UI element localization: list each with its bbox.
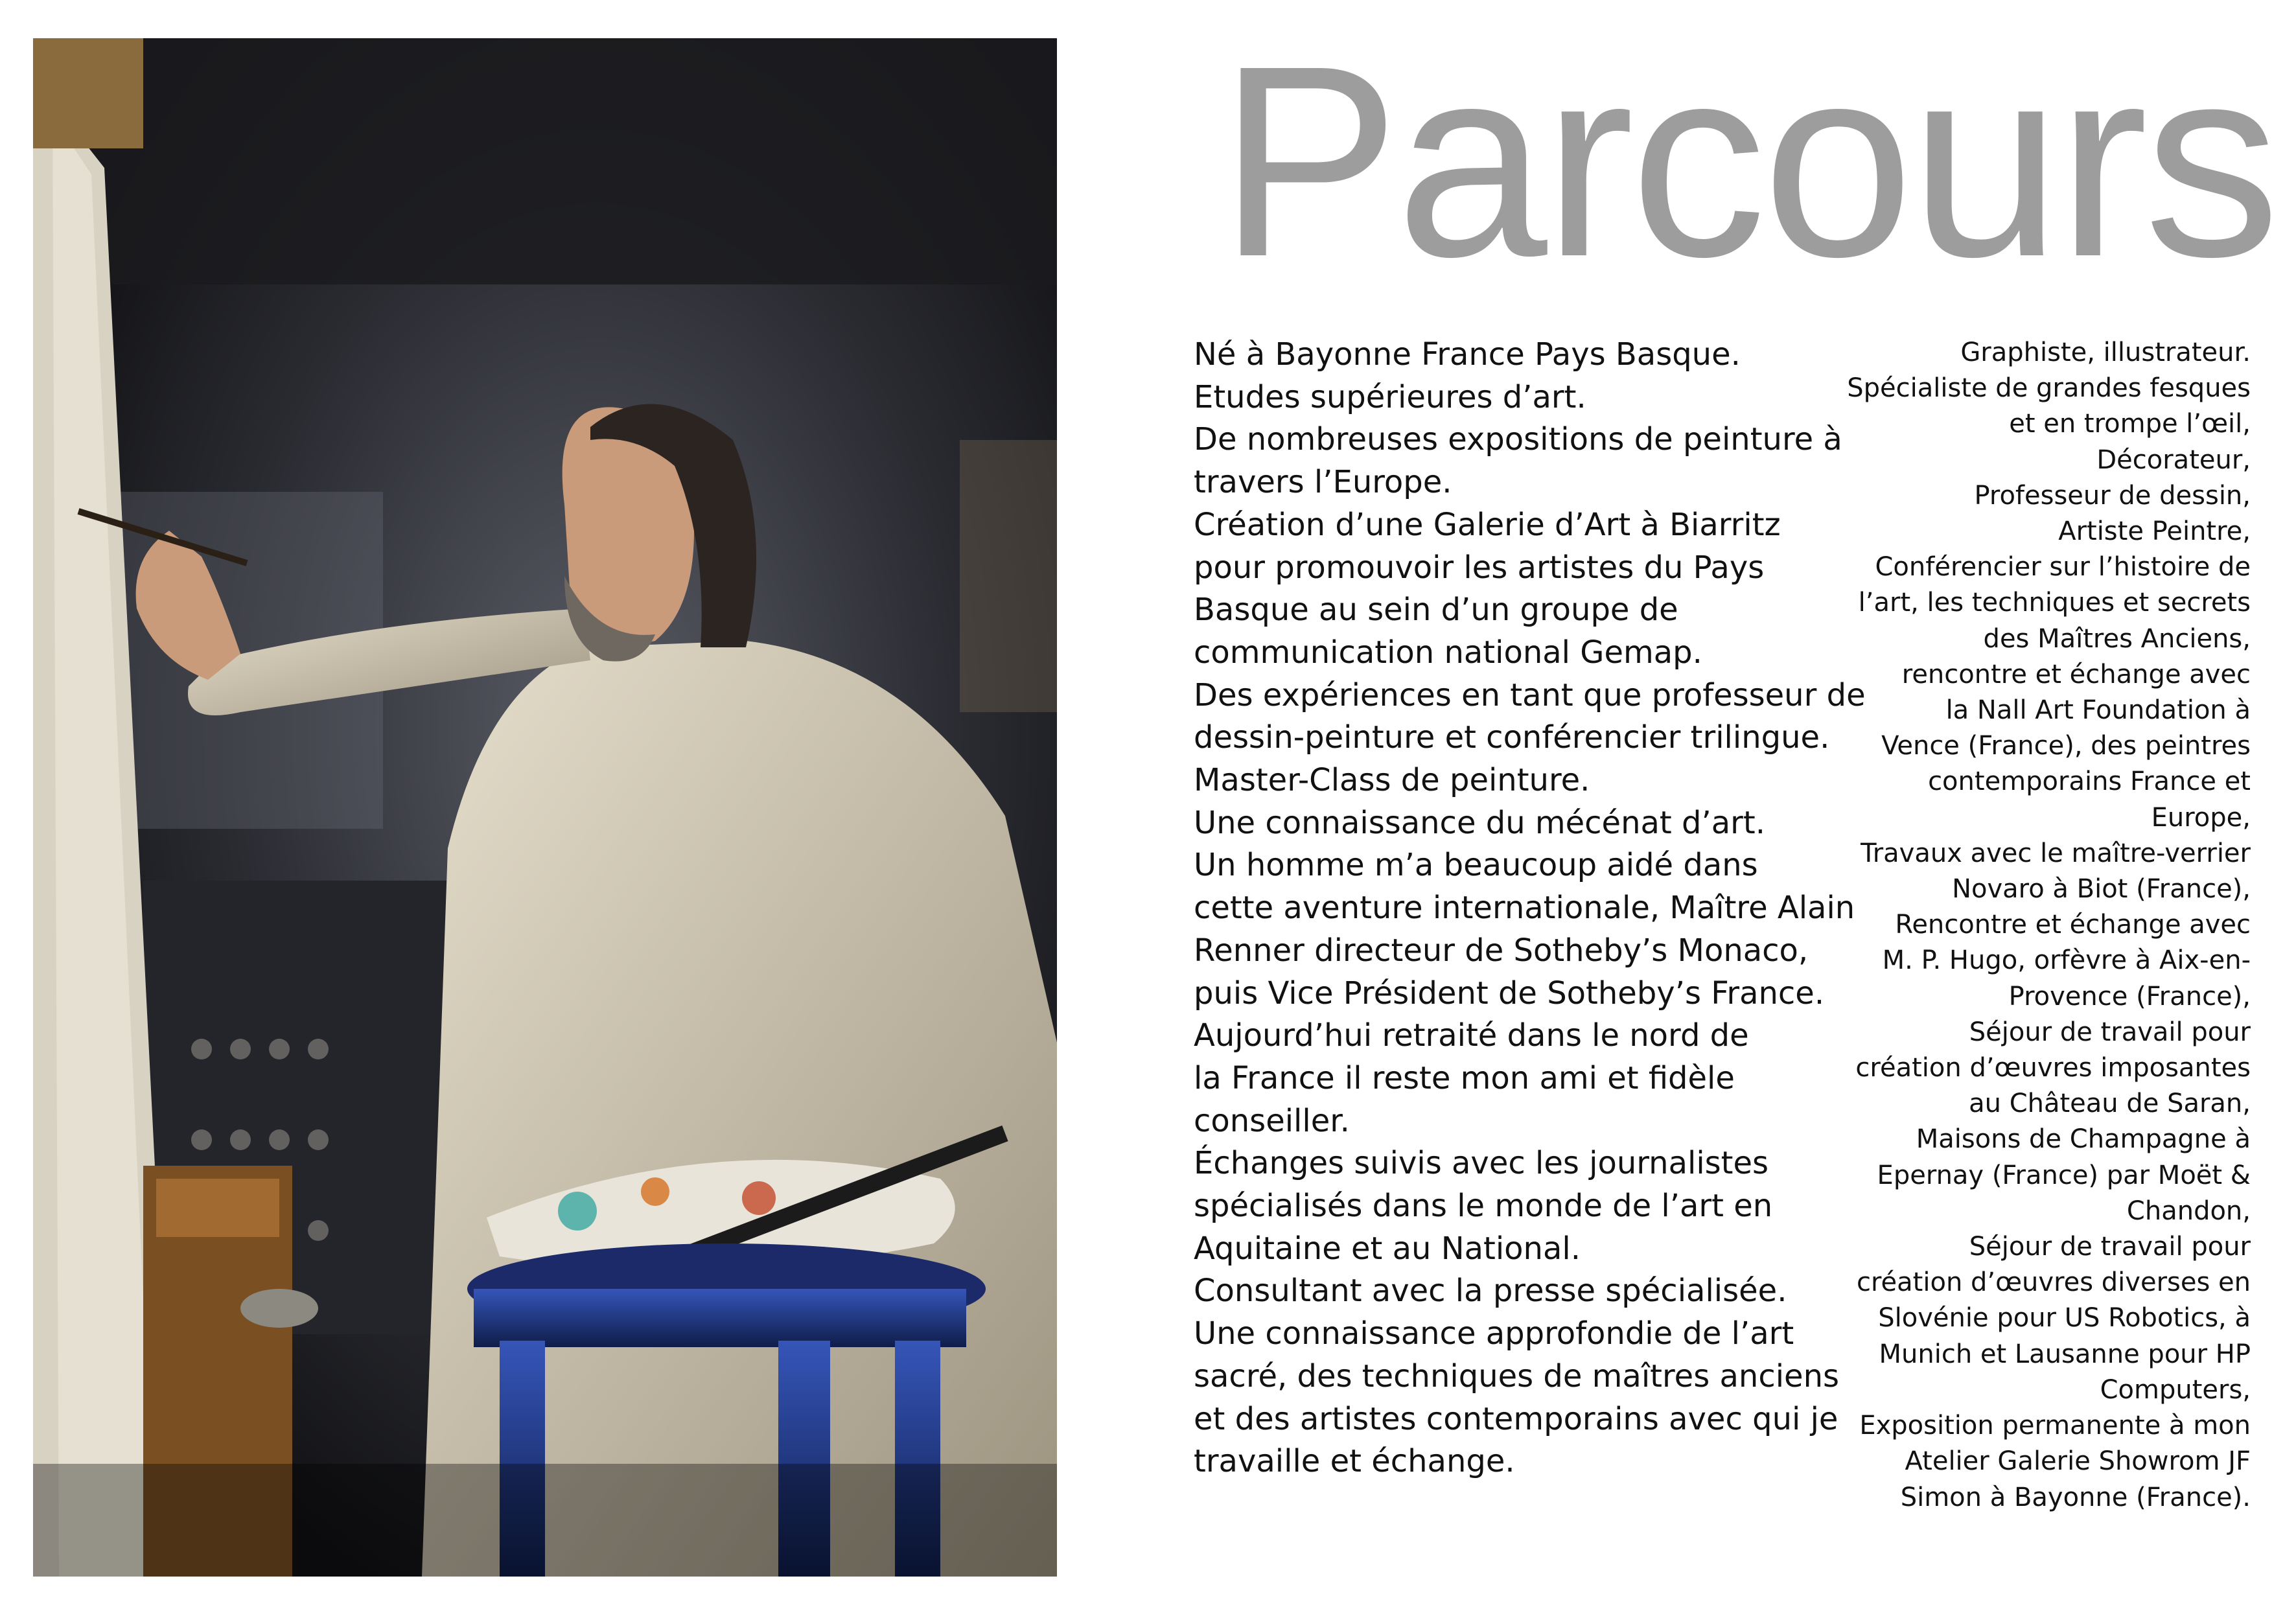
biography-line: Renner directeur de Sotheby’s Monaco, bbox=[1194, 932, 1809, 969]
career-line: Slovénie pour US Robotics, à bbox=[1878, 1303, 2251, 1334]
career-line: Séjour de travail pour bbox=[1969, 1232, 2251, 1262]
career-line: rencontre et échange avec bbox=[1901, 659, 2251, 689]
biography-text bbox=[1194, 334, 1866, 1483]
career-line: des Maîtres Anciens, bbox=[1983, 623, 2251, 654]
biography-line: conseiller. bbox=[1194, 1102, 1350, 1139]
career-line: Rencontre et échange avec bbox=[1895, 910, 2251, 940]
page-title: Parcours bbox=[1218, 10, 2277, 314]
career-line: Spécialiste de grandes fesques bbox=[1847, 373, 2251, 404]
career-line: Professeur de dessin, bbox=[1974, 480, 2251, 511]
career-line: l’art, les techniques et secrets bbox=[1858, 588, 2251, 618]
career-line: Europe, bbox=[2151, 802, 2251, 833]
painter-photo-icon bbox=[33, 38, 1057, 1577]
biography-line: Master-Class de peinture. bbox=[1194, 762, 1590, 799]
career-line: la Nall Art Foundation à bbox=[1945, 695, 2251, 726]
biography-line: pour promouvoir les artistes du Pays bbox=[1194, 549, 1765, 586]
career-line: Provence (France), bbox=[2008, 981, 2251, 1012]
biography-line: Consultant avec la presse spécialisée. bbox=[1194, 1273, 1787, 1310]
biography-line: Né à Bayonne France Pays Basque. bbox=[1194, 336, 1741, 373]
career-line: Computers, bbox=[2100, 1374, 2251, 1405]
biography-line: Aquitaine et au National. bbox=[1194, 1230, 1581, 1267]
biography-line: travers l’Europe. bbox=[1194, 464, 1452, 501]
career-line: Simon à Bayonne (France). bbox=[1900, 1482, 2251, 1512]
biography-line: sacré, des techniques de maîtres anciens bbox=[1194, 1358, 1839, 1394]
career-line: Maisons de Champagne à bbox=[1916, 1124, 2251, 1155]
career-line: au Château de Saran, bbox=[1969, 1089, 2251, 1119]
biography-line: Une connaissance du mécénat d’art. bbox=[1194, 804, 1765, 841]
career-line: Atelier Galerie Showrom JF bbox=[1905, 1446, 2251, 1477]
biography-line: Création d’une Galerie d’Art à Biarritz bbox=[1194, 506, 1781, 543]
biography-line: De nombreuses expositions de peinture à bbox=[1194, 421, 1842, 458]
career-line: M. P. Hugo, orfèvre à Aix-en- bbox=[1882, 945, 2251, 976]
biography-line: Etudes supérieures d’art. bbox=[1194, 378, 1586, 415]
career-line: et en trompe l’œil, bbox=[2009, 409, 2251, 439]
biography-line: la France il reste mon ami et fidèle bbox=[1194, 1059, 1735, 1096]
biography-line: communication national Gemap. bbox=[1194, 634, 1702, 671]
career-line: Vence (France), des peintres bbox=[1881, 731, 2251, 761]
biography-line: et des artistes contemporains avec qui je bbox=[1194, 1400, 1838, 1437]
career-line: Décorateur, bbox=[2096, 445, 2251, 475]
career-line: Artiste Peintre, bbox=[2058, 516, 2251, 547]
biography-line: Échanges suivis avec les journalistes bbox=[1194, 1145, 1769, 1182]
biography-line: spécialisés dans le monde de l’art en bbox=[1194, 1188, 1773, 1225]
biography-line: Des expériences en tant que professeur de bbox=[1194, 676, 1866, 713]
biography-line: Une connaissance approfondie de l’art bbox=[1194, 1315, 1794, 1352]
biography-line: cette aventure internationale, Maître Alain bbox=[1194, 890, 1855, 927]
career-line: création d’œuvres imposantes bbox=[1855, 1053, 2251, 1083]
career-line: Chandon, bbox=[2126, 1196, 2251, 1226]
painter-photo bbox=[33, 38, 1057, 1577]
career-line: création d’œuvres diverses en bbox=[1857, 1267, 2251, 1298]
career-line: Travaux avec le maître-verrier bbox=[1861, 838, 2251, 868]
biography-line: dessin-peinture et conférencier trilingue. bbox=[1194, 719, 1830, 756]
biography-line: travaille et échange. bbox=[1194, 1443, 1515, 1480]
biography-line: Aujourd’hui retraité dans le nord de bbox=[1194, 1017, 1749, 1054]
career-line: Munich et Lausanne pour HP bbox=[1879, 1339, 2251, 1369]
career-line: Novaro à Biot (France), bbox=[1952, 874, 2251, 905]
career-line: Séjour de travail pour bbox=[1969, 1017, 2251, 1047]
career-line: Epernay (France) par Moët & bbox=[1877, 1160, 2251, 1190]
biography-line: Un homme m’a beaucoup aidé dans bbox=[1194, 847, 1758, 884]
biography-line: puis Vice Président de Sotheby’s France. bbox=[1194, 975, 1825, 1012]
biography-line: Basque au sein d’un groupe de bbox=[1194, 592, 1678, 629]
career-line: Conférencier sur l’histoire de bbox=[1875, 552, 2251, 583]
career-list bbox=[1797, 335, 2251, 1516]
career-line: Exposition permanente à mon bbox=[1859, 1411, 2251, 1441]
career-line: Graphiste, illustrateur. bbox=[1960, 338, 2251, 367]
career-line: contemporains France et bbox=[1928, 767, 2251, 797]
